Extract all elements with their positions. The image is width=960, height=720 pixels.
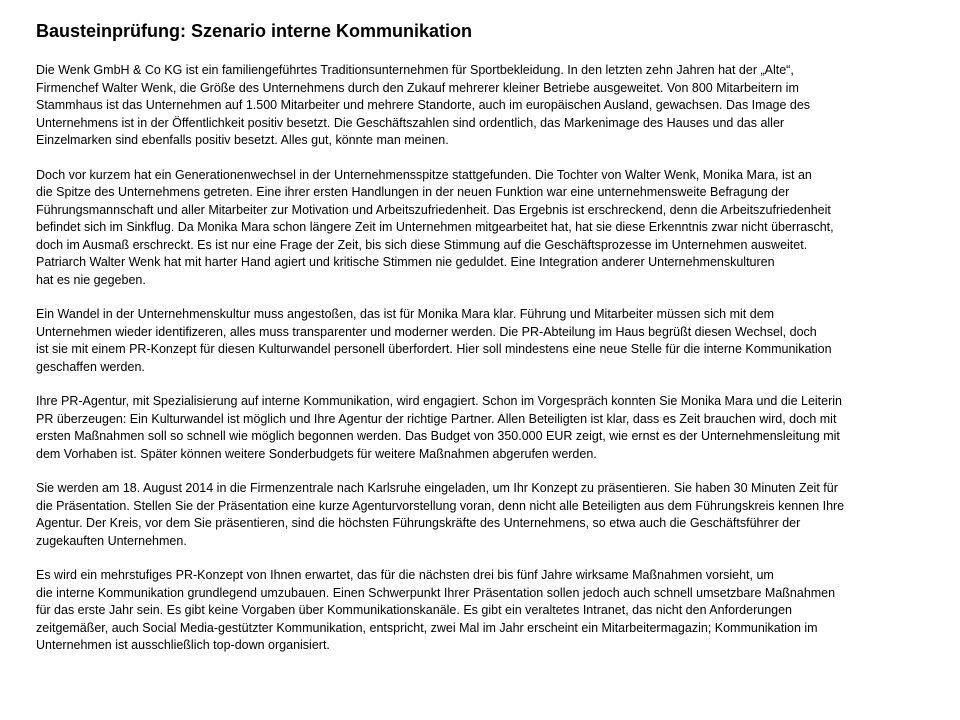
paragraph-line: Es wird ein mehrstufiges PR-Konzept von Ihnen erwartet, das für die nächsten drei bis fünf Jahre wirksame Maßnahmen vorsieht, um	[36, 568, 774, 582]
paragraph-line: Doch vor kurzem hat ein Generationenwechsel in der Unternehmensspitze stattgefunden. Die Tochter von Walter Wenk, Monika Mara, ist an	[36, 167, 812, 182]
paragraph-line: dem Vorhaben ist. Später können weitere Sonderbudgets für weitere Maßnahmen abgerufen werden.	[36, 446, 597, 461]
paragraph-line: ersten Maßnahmen soll so schnell wie möglich begonnen werden. Das Budget von 350.000 EUR zeigt, wie ernst es der Unternehmensleitung mit	[36, 429, 840, 443]
paragraph-line: für das erste Jahr sein. Es gibt keine Vorgaben über Kommunikationskanäle. Es gibt ein veraltetes Intranet, das nicht den Anforderungen	[36, 603, 793, 617]
paragraph-line: befindet sich im Sinkflug. Da Monika Mara schon längere Zeit im Unternehmen mitgearbeitet hat, hat sie diese Erkenntnis zwar nicht überrascht,	[36, 220, 834, 234]
paragraph-line: die Präsentation. Stellen Sie der Präsentation eine kurze Agenturvorstellung voran, denn nicht alle Beteiligten aus dem Führungskreis kennen Ihre	[36, 498, 845, 513]
paragraph	[36, 393, 948, 463]
paragraph-line: Ihre PR-Agentur, mit Spezialisierung auf interne Kommunikation, wird engagiert. Schon im Vorgespräch konnten Sie Monika Mara und die Leiterin	[36, 394, 842, 408]
paragraph	[36, 306, 948, 376]
paragraph-line: die Spitze des Unternehmens getreten. Eine ihrer ersten Handlungen in der neuen Funktion war eine unternehmensweite Befragung der	[36, 185, 790, 199]
paragraph-line: Sie werden am 18. August 2014 in die Firmenzentrale nach Karlsruhe eingeladen, um Ihr Konzept zu präsentieren. Sie haben 30 Minuten Zeit für	[36, 481, 838, 495]
paragraph-line: Firmenchef Walter Wenk, die Größe des Unternehmens durch den Zukauf mehrerer kleiner Betriebe ausgeweitet. Von 800 Mitarbeitern im	[36, 80, 799, 95]
document-page	[36, 20, 948, 672]
paragraph-line: Patriarch Walter Wenk hat mit harter Hand agiert und kritische Stimmen nie geduldet. Eine Integration anderer Unternehmenskulturen	[36, 255, 775, 269]
paragraph-line: Stammhaus ist das Unternehmen auf 1.500 Mitarbeiter und mehrere Standorte, auch im europäischen Ausland, gewachsen. Das Image des	[36, 98, 811, 112]
paragraph-line: Unternehmen ist ausschließlich top-down organisiert.	[36, 638, 330, 652]
document-body	[36, 62, 948, 655]
paragraph-line: Die Wenk GmbH & Co KG ist ein familiengeführtes Traditionsunternehmen für Sportbekleidung. In den letzten zehn Jahren hat der „Alte“,	[36, 63, 794, 77]
paragraph-line: zugekauften Unternehmen.	[36, 533, 187, 548]
paragraph-line: Einzelmarken sind ebenfalls positiv besetzt. Alles gut, könnte man meinen.	[36, 133, 449, 147]
paragraph-line: Agentur. Der Kreis, vor dem Sie präsentieren, sind die höchsten Führungskräfte des Unternehmens, so etwa auch die Geschäftsführer der	[36, 516, 801, 530]
paragraph-line: ist sie mit einem PR-Konzept für diesen Kulturwandel personell überfordert. Hier soll mindestens eine neue Stelle für die interne Kommunikation	[36, 342, 832, 356]
paragraph	[36, 62, 948, 150]
paragraph-line: die interne Kommunikation grundlegend umzubauen. Einen Schwerpunkt Ihrer Präsentation sollen jedoch auch schnell umsetzbare Maßnahmen	[36, 585, 836, 600]
page-title: Bausteinprüfung: Szenario interne Kommunikation	[36, 21, 473, 41]
paragraph-line: Ein Wandel in der Unternehmenskultur muss angestoßen, das ist für Monika Mara klar. Führung und Mitarbeiter müssen sich mit dem	[36, 307, 775, 321]
paragraph	[36, 480, 948, 550]
paragraph	[36, 567, 948, 655]
paragraph-line: geschaffen werden.	[36, 359, 145, 374]
paragraph-line: hat es nie gegeben.	[36, 272, 146, 287]
paragraph-line: doch im Ausmaß erschreckt. Es ist nur eine Frage der Zeit, bis sich diese Stimmung auf die Geschäftsprozesse im Unternehmen ausweitet.	[36, 237, 808, 252]
paragraph-line: Führungsmannschaft und aller Mitarbeiter zur Motivation und Arbeitszufriedenheit. Das Ergebnis ist erschreckend, denn die Arbeitszufriedenheit	[36, 202, 831, 217]
paragraph-line: zeitgemäßer, auch Social Media-gestützter Kommunikation, entspricht, zwei Mal im Jahr erscheint ein Mitarbeitermagazin; Kommunikation im	[36, 620, 818, 635]
paragraph-line: Unternehmens ist in der Öffentlichkeit positiv besetzt. Die Geschäftszahlen sind ordentlich, das Markenimage des Hauses und das aller	[36, 115, 785, 130]
paragraph-line: PR überzeugen: Ein Kulturwandel ist möglich und Ihre Agentur der richtige Partner. Allen Beteiligten ist klar, dass es Zeit brauchen wird, doch mit	[36, 411, 837, 426]
paragraph	[36, 167, 948, 290]
paragraph-line: Unternehmen wieder identifizeren, alles muss transparenter und moderner werden. Die PR-Abteilung im Haus begrüßt diesen Wechsel, doch	[36, 324, 817, 339]
